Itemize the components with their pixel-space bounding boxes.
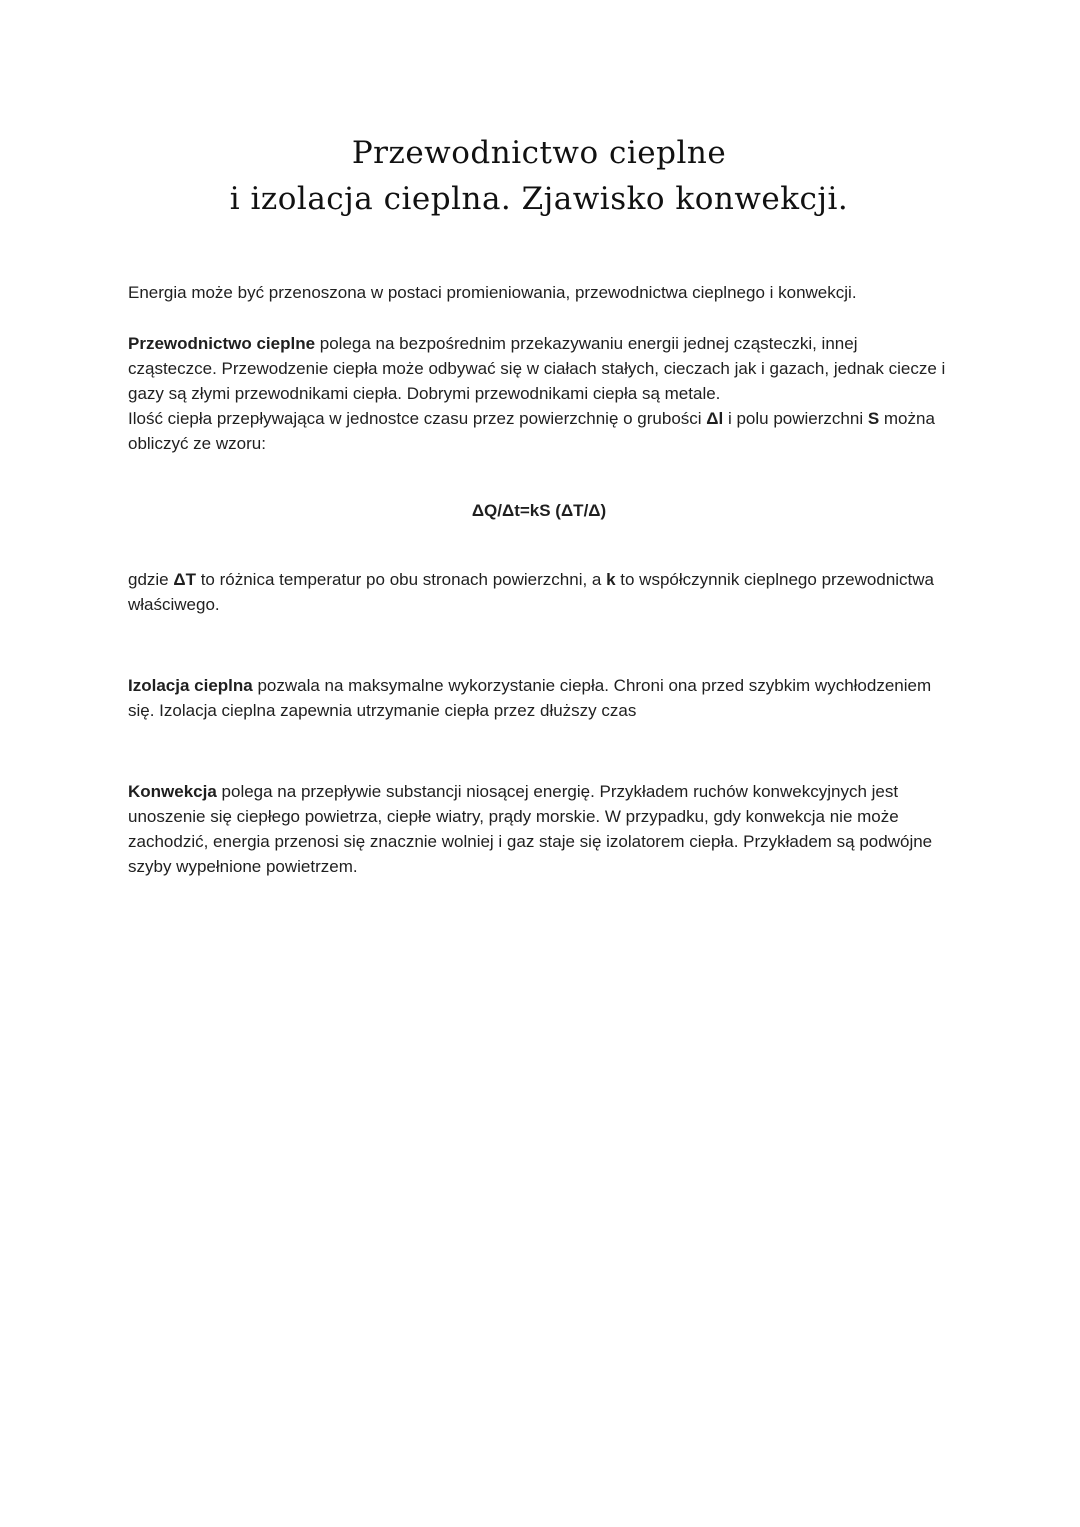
paragraph-convection — [128, 779, 950, 879]
text-segment: i polu powierzchni — [723, 409, 868, 428]
text-segment: polega na przepływie substancji niosącej energię. Przykładem ruchów konwekcyjnych jest unoszenie się ciepłego powietrza, ciepłe wiatry, prądy morskie. W przypadku, gdy konwekcja nie może zachodzić, energia przenosi się znacznie wolniej i gaz staje się izolatorem ciepła. Przykładem są podwójne szyby wypełnione powietrzem. — [128, 782, 933, 876]
bold-term-s: S — [867, 409, 880, 428]
text-segment: można obliczyć ze wzoru: — [128, 409, 935, 453]
text-segment: to współczynnik cieplnego przewodnictwa właściwego. — [128, 570, 935, 614]
heat-conduction-formula: ΔQ/Δt=kS (ΔT/Δ) — [471, 501, 607, 520]
bold-term-insulation: Izolacja cieplna — [128, 676, 253, 695]
title-line-2: i izolacja cieplna. Zjawisko konwekcji. — [229, 181, 849, 217]
paragraph-intro — [128, 280, 950, 305]
bold-term-delta-l: Δl — [706, 409, 724, 428]
paragraph-conduction — [128, 331, 950, 456]
paragraph-formula-explanation — [128, 567, 950, 617]
bold-term-conduction: Przewodnictwo cieplne — [128, 334, 316, 353]
text-segment: polega na bezpośrednim przekazywaniu energii jednej cząsteczki, innej cząsteczce. Przewodzenie ciepła może odbywać się w ciałach stałych, cieczach jak i gazach, jednak ciecze i gazy są złymi przewodnikami ciepła. Dobrymi przewodnikami ciepła są metale. — [128, 334, 946, 403]
text-segment: pozwala na maksymalne wykorzystanie ciepła. Chroni ona przed szybkim wychłodzeniem się. Izolacja cieplna zapewnia utrzymanie ciepła przez dłuższy czas — [128, 676, 932, 720]
text-segment: Ilość ciepła przepływająca w jednostce czasu przez powierzchnię o grubości — [128, 409, 707, 428]
bold-term-k: k — [606, 570, 616, 589]
text-segment: to różnica temperatur po obu stronach powierzchni, a — [195, 570, 607, 589]
text-segment: gdzie — [128, 570, 174, 589]
bold-term-convection: Konwekcja — [128, 782, 217, 801]
bold-term-delta-t: ΔT — [173, 570, 196, 589]
text-segment: Energia może być przenoszona w postaci promieniowania, przewodnictwa cieplnego i konwekcji. — [128, 283, 857, 302]
title-line-1: Przewodnictwo cieplne — [351, 135, 727, 171]
paragraph-insulation — [128, 673, 950, 723]
document-title — [128, 130, 950, 222]
